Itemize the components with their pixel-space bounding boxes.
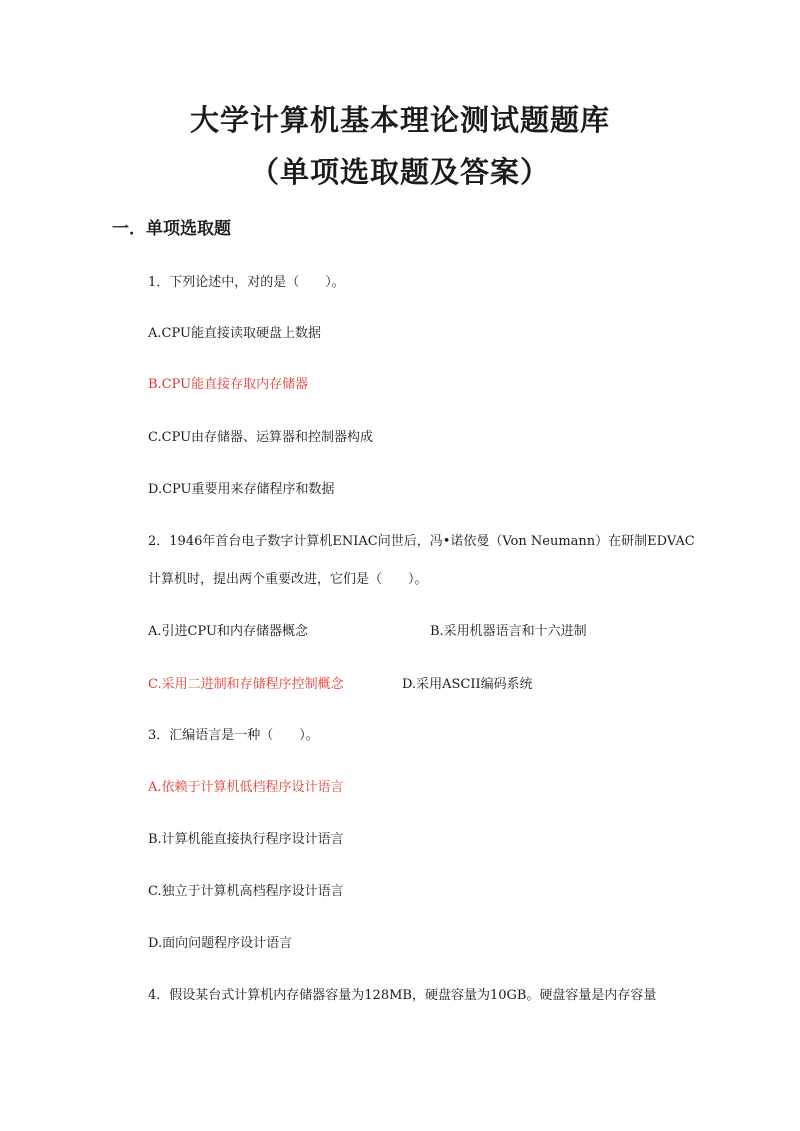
question-1-option-d: D.CPU重要用来存储程序和数据 [148, 482, 335, 497]
question-2-stem-line2: 计算机时，提出两个重要改进，它们是（ ）。 [148, 572, 428, 587]
question-2-option-d: D.采用ASCII编码系统 [402, 677, 533, 692]
question-4-stem: 4．假设某台式计算机内存储器容量为128MB，硬盘容量为10GB。硬盘容量是内存容量 [148, 988, 657, 1003]
document-title: 大学计算机基本理论测试题题库 [189, 103, 610, 137]
question-1-option-c: C.CPU由存储器、运算器和控制器构成 [148, 430, 374, 445]
question-3-option-d: D.面向问题程序设计语言 [148, 936, 293, 951]
question-1-option-a: A.CPU能直接读取硬盘上数据 [148, 326, 321, 341]
question-3-option-b: B.计算机能直接执行程序设计语言 [148, 832, 344, 847]
question-2-option-c-answer: C.采用二进制和存储程序控制概念 [148, 677, 344, 692]
question-3-stem: 3．汇编语言是一种（ ）。 [148, 728, 319, 743]
document-subtitle: （单项选取题及答案） [249, 155, 550, 189]
question-2-option-a: A.引进CPU和内存储器概念 [148, 624, 308, 639]
question-2-option-b: B.采用机器语言和十六进制 [430, 624, 587, 639]
section-heading: 一．单项选取题 [112, 219, 231, 239]
question-1-option-b-answer: B.CPU能直接存取内存储器 [148, 377, 309, 392]
question-3-option-a-answer: A.依赖于计算机低档程序设计语言 [148, 780, 344, 795]
question-3-option-c: C.独立于计算机高档程序设计语言 [148, 884, 344, 899]
question-1-stem: 1．下列论述中，对的是（ ）。 [148, 275, 345, 290]
question-2-stem-line1: 2．1946年首台电子数字计算机ENIAC问世后，冯•诺依曼（Von Neumann）在研制EDVAC [148, 534, 695, 549]
